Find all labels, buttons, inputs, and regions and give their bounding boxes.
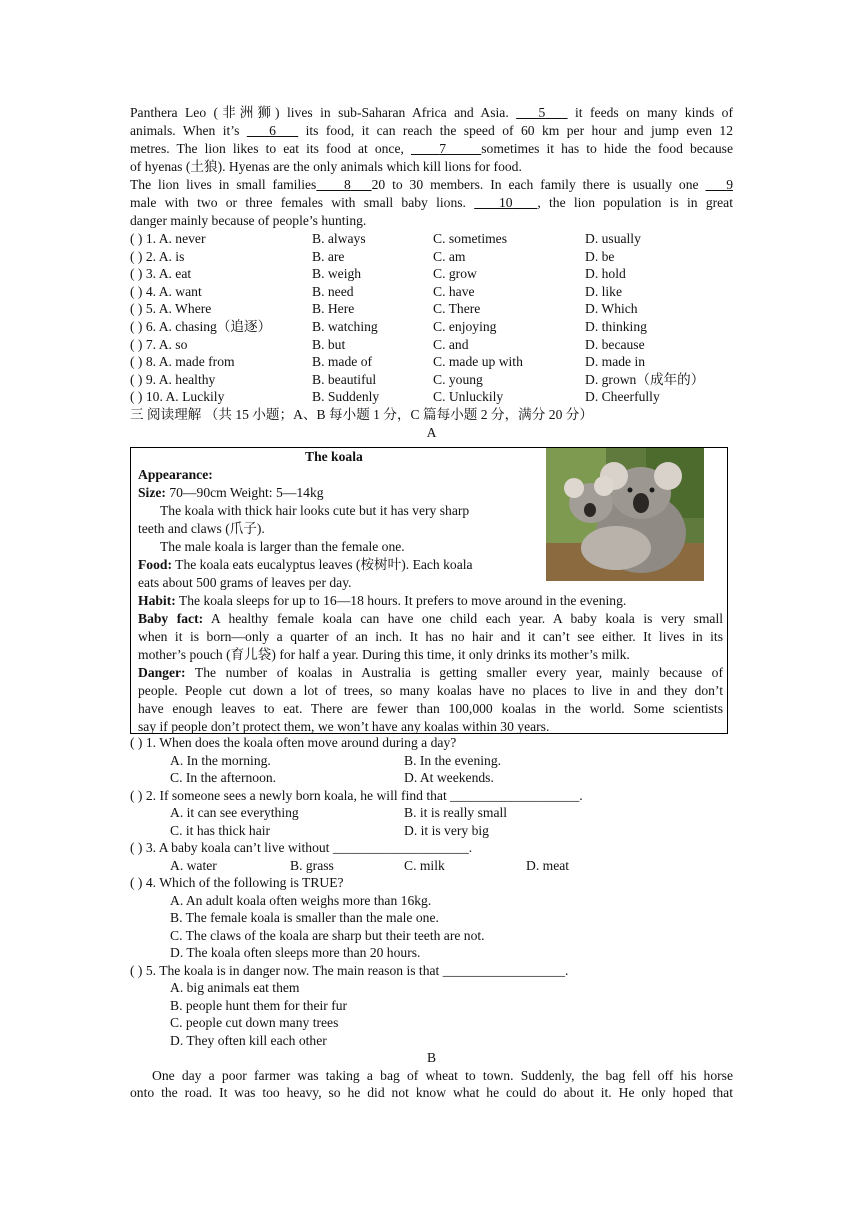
koala-title: The koala xyxy=(305,449,363,464)
cloze-option-b: B. Suddenly xyxy=(312,389,380,405)
passage-b-label: B xyxy=(426,1050,437,1065)
question-5-option-b: B. people hunt them for their fur xyxy=(170,997,348,1013)
koala-box-text xyxy=(138,448,723,736)
cloze-option-c: C. Unluckily xyxy=(433,389,504,405)
cloze-option-b: B. watching xyxy=(312,318,378,334)
cloze-option-row xyxy=(130,300,733,318)
cloze-option-a: ( ) 9. A. healthy xyxy=(130,371,216,387)
cloze-option-a: ( ) 1. A. never xyxy=(130,231,206,246)
blank-8: 8 xyxy=(344,177,351,192)
appearance-heading: Appearance: xyxy=(138,467,213,482)
question-2: ( ) 2. If someone sees a newly born koala, he will find that ___________________. xyxy=(130,787,583,803)
question-1: ( ) 1. When does the koala often move around during a day? xyxy=(130,735,457,750)
question-4-option-c: C. The claws of the koala are sharp but their teeth are not. xyxy=(170,927,485,943)
danger-line-3: have enough leaves to eat. There are fewer than 100,000 koalas in the world. Some scientists xyxy=(138,701,723,716)
cloze-option-a: ( ) 7. A. so xyxy=(130,336,188,352)
blank-10: 10 xyxy=(498,195,513,210)
danger-line-2: people. People cut down a lot of trees, so many koalas have no places to live in and they don’t xyxy=(138,683,723,698)
cloze-option-c: C. sometimes xyxy=(433,231,508,246)
cloze-option-b: B. always xyxy=(312,231,366,246)
cloze-line-5: The lion lives in small families 8 20 to 30 members. In each family there is usually one 9 xyxy=(130,177,733,192)
cloze-option-a: ( ) 2. A. is xyxy=(130,248,185,264)
cloze-option-d: D. made in xyxy=(585,354,646,370)
cloze-option-d: D. grown（成年的） xyxy=(585,371,705,387)
size-line: Size: 70—90cm Weight: 5—14kg xyxy=(138,485,324,500)
cloze-line-6: male with two or three females with small baby lions. 10 , the lion population is in great xyxy=(130,195,733,210)
question-5: ( ) 5. The koala is in danger now. The main reason is that __________________. xyxy=(130,962,569,978)
cloze-option-a: ( ) 3. A. eat xyxy=(130,266,192,282)
cloze-option-b: B. are xyxy=(312,248,345,264)
cloze-option-row xyxy=(130,248,733,266)
section-3-title: 三 阅读理解 （共 15 小题；A、B 每小题 1 分，C 篇每小题 2 分，满分 20 分） xyxy=(130,406,593,422)
cloze-option-row xyxy=(130,336,733,354)
cloze-option-d: D. be xyxy=(585,248,615,264)
cloze-option-b: B. weigh xyxy=(312,266,362,282)
cloze-option-row xyxy=(130,283,733,301)
cloze-option-c: C. There xyxy=(433,301,481,317)
cloze-option-c: C. young xyxy=(433,371,483,387)
cloze-option-a: ( ) 5. A. Where xyxy=(130,301,212,317)
question-3-options: A. water B. grass C. milk D. meat xyxy=(170,857,570,873)
blank-5: 5 xyxy=(538,105,546,120)
habit-line: Habit: The koala sleeps for up to 16—18 hours. It prefers to move around in the evening. xyxy=(138,593,627,608)
cloze-option-a: ( ) 10. A. Luckily xyxy=(130,389,225,405)
baby-line-3: mother’s pouch (育儿袋) for half a year. During this time, it only drinks its mother’s milk. xyxy=(138,647,630,662)
passage-b-line-2: onto the road. It was too heavy, so he did not know what he could do about it. He only hoped that xyxy=(130,1085,733,1100)
hair-line-1: The koala with thick hair looks cute but it has very sharp xyxy=(160,503,470,518)
cloze-line-3: metres. The lion likes to eat its food at once, 7 sometimes it has to hide the food because xyxy=(130,141,733,156)
cloze-option-row xyxy=(130,388,733,406)
cloze-option-c: C. made up with xyxy=(433,354,523,370)
passage-a-label: A xyxy=(426,424,437,440)
cloze-option-b: B. need xyxy=(312,283,354,299)
cloze-option-c: C. am xyxy=(433,248,466,264)
question-1-options-ab: A. In the morning. B. In the evening. xyxy=(170,752,502,768)
cloze-option-a: ( ) 4. A. want xyxy=(130,283,202,299)
question-4-option-d: D. The koala often sleeps more than 20 hours. xyxy=(170,945,421,960)
hair-line-2: teeth and claws (爪子). xyxy=(138,521,265,536)
cloze-option-a: ( ) 6. A. chasing（追逐） xyxy=(130,318,272,334)
cloze-passage xyxy=(130,104,733,442)
cloze-option-c: C. enjoying xyxy=(433,318,497,334)
questions-a xyxy=(130,734,733,1102)
cloze-option-b: B. but xyxy=(312,336,346,352)
cloze-option-d: D. Cheerfully xyxy=(585,389,660,405)
question-2-options-ab: A. it can see everything B. it is really small xyxy=(170,805,508,820)
cloze-option-row xyxy=(130,265,733,283)
cloze-options xyxy=(130,230,733,406)
question-5-option-d: D. They often kill each other xyxy=(170,1032,327,1048)
danger-line-1: Danger: The number of koalas in Australia is getting smaller every year, mainly because of xyxy=(138,665,723,680)
blank-7: 7 xyxy=(439,141,446,156)
cloze-option-d: D. because xyxy=(585,336,645,352)
cloze-option-row xyxy=(130,318,733,336)
question-3: ( ) 3. A baby koala can’t live without ____________________. xyxy=(130,840,473,855)
cloze-option-row xyxy=(130,230,733,248)
question-5-option-c: C. people cut down many trees xyxy=(170,1015,339,1030)
cloze-line-4: of hyenas (土狼). Hyenas are the only animals which kill lions for food. xyxy=(130,159,522,174)
cloze-line-2: animals. When it’s 6 its food, it can reach the speed of 60 km per hour and jump even 12 xyxy=(130,123,734,138)
question-4-option-a: A. An adult koala often weighs more than 16kg. xyxy=(170,892,432,908)
blank-9: 9 xyxy=(726,177,733,192)
question-1-options-cd: C. In the afternoon. D. At weekends. xyxy=(170,770,494,785)
cloze-option-d: D. hold xyxy=(585,266,626,282)
food-line-2: eats about 500 grams of leaves per day. xyxy=(138,575,352,590)
cloze-option-d: D. usually xyxy=(585,231,641,246)
cloze-option-row xyxy=(130,371,733,389)
cloze-option-d: D. thinking xyxy=(585,318,647,334)
cloze-option-d: D. like xyxy=(585,283,622,299)
male-line: The male koala is larger than the female one. xyxy=(160,539,405,554)
cloze-line-1: Panthera Leo (非洲狮) lives in sub-Saharan Africa and Asia. 5 it feeds on many kinds of xyxy=(130,105,734,120)
danger-line-4: say if people don’t protect them, we won’t have any koalas within 30 years. xyxy=(138,719,550,734)
cloze-line-7: danger mainly because of people’s hunting. xyxy=(130,213,367,228)
question-4-option-b: B. The female koala is smaller than the male one. xyxy=(170,910,439,925)
cloze-option-c: C. have xyxy=(433,283,475,299)
baby-line-1: Baby fact: A healthy female koala can have one child each year. A baby koala is very small xyxy=(138,611,723,626)
cloze-option-d: D. Which xyxy=(585,301,638,317)
food-line-1: Food: The koala eats eucalyptus leaves (桉树叶). Each koala xyxy=(138,557,473,572)
cloze-option-a: ( ) 8. A. made from xyxy=(130,354,235,370)
question-2-options-cd: C. it has thick hair D. it is very big xyxy=(170,822,489,838)
blank-6: 6 xyxy=(269,123,276,138)
passage-b-line-1: One day a poor farmer was taking a bag of wheat to town. Suddenly, the bag fell off his horse xyxy=(152,1067,733,1083)
koala-info-box xyxy=(130,447,728,734)
cloze-option-b: B. Here xyxy=(312,301,355,317)
cloze-option-b: B. beautiful xyxy=(312,371,377,387)
question-4: ( ) 4. Which of the following is TRUE? xyxy=(130,875,344,890)
question-5-option-a: A. big animals eat them xyxy=(170,980,300,995)
baby-line-2: when it is born—only a quarter of an inch. It has no hair and it can’t see either. It lives in its xyxy=(138,629,723,644)
cloze-option-c: C. grow xyxy=(433,266,477,282)
cloze-option-c: C. and xyxy=(433,336,469,352)
cloze-option-b: B. made of xyxy=(312,354,373,370)
cloze-option-row xyxy=(130,353,733,371)
